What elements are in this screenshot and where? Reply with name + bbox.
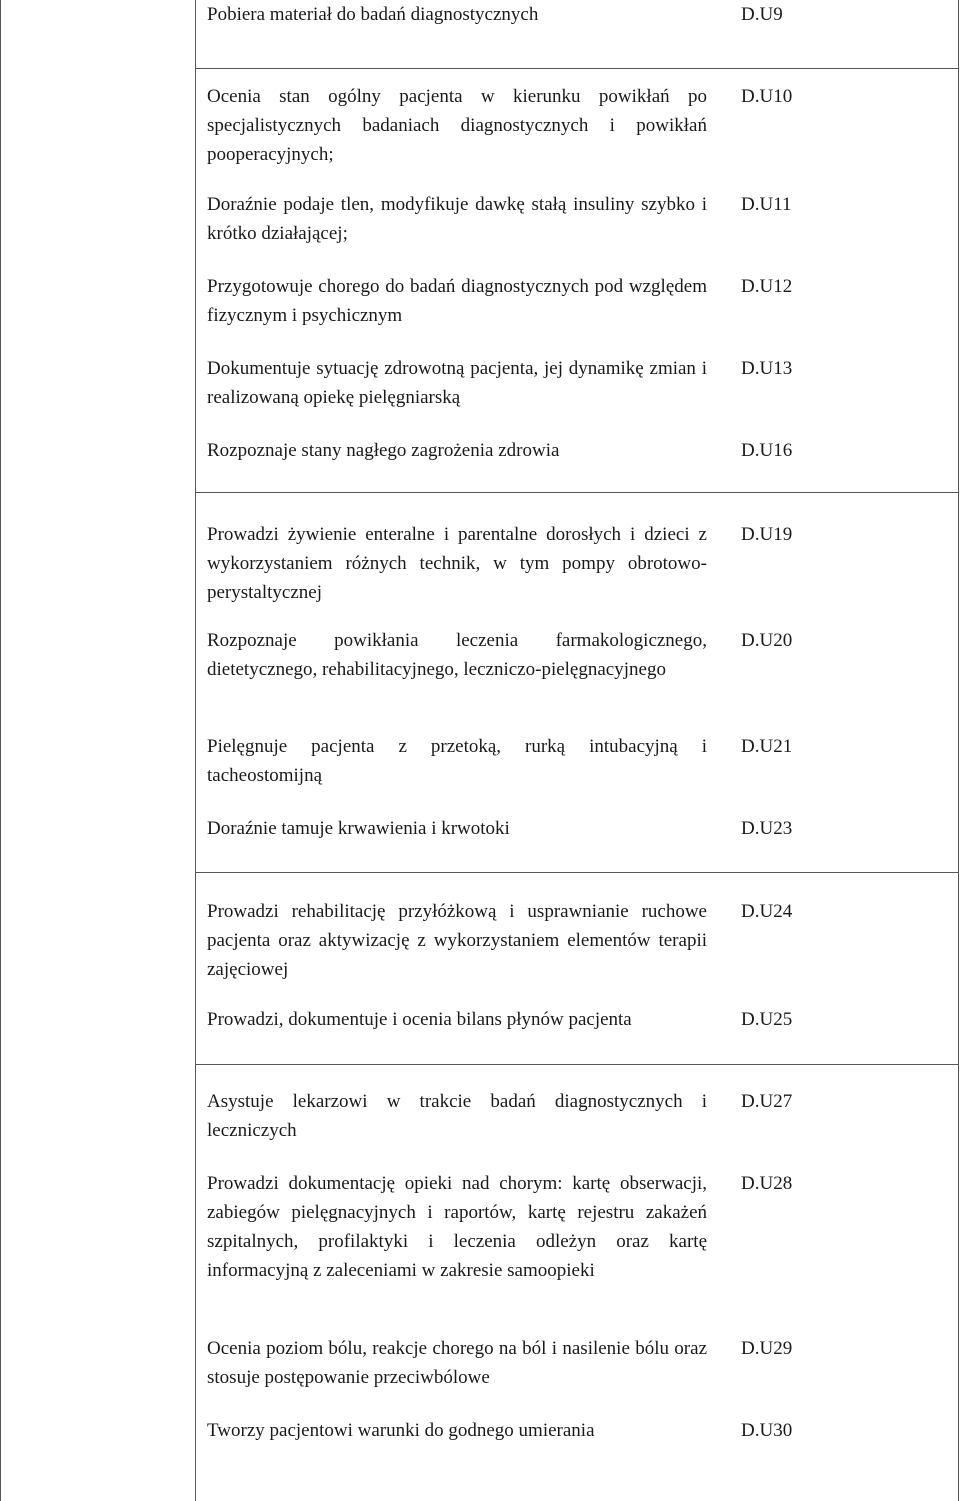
outcome-code: D.U10	[741, 86, 793, 107]
outcome-code: D.U23	[741, 818, 793, 839]
table-block	[195, 68, 958, 492]
learning-outcome-text: Prowadzi, dokumentuje i ocenia bilans płynów pacjenta	[207, 1009, 632, 1030]
outcome-code: D.U30	[741, 1420, 793, 1441]
learning-outcome-text: Rozpoznaje powikłania leczenia farmakologicznego, dietetycznego, rehabilitacyjnego, leczniczo-pielęgnacyjnego	[207, 630, 707, 680]
learning-outcome-text: Prowadzi dokumentację opieki nad chorym: kartę obserwacji, zabiegów pielęgnacyjnych i raportów, kartę rejestru zakażeń szpitalnych, profilaktyki i leczenia odleżyn oraz kartę informacyjną z zaleceniami w zakresie samoopieki	[207, 1173, 707, 1281]
learning-outcome-text: Ocenia poziom bólu, reakcje chorego na ból i nasilenie bólu oraz stosuje postępowanie przeciwbólowe	[207, 1338, 707, 1388]
learning-outcome-text: Doraźnie tamuje krwawienia i krwotoki	[207, 818, 510, 839]
outcome-code: D.U20	[741, 630, 793, 651]
table-block	[195, 0, 958, 68]
outcome-code: D.U16	[741, 440, 793, 461]
outcome-code: D.U28	[741, 1173, 793, 1194]
table-block	[195, 872, 958, 1064]
learning-outcome-text: Rozpoznaje stany nagłego zagrożenia zdrowia	[207, 440, 560, 461]
outcome-code: D.U13	[741, 358, 793, 379]
learning-outcome-text: Asystuje lekarzowi w trakcie badań diagnostycznych i leczniczych	[207, 1091, 707, 1141]
table-border-right	[958, 0, 959, 1501]
table-block	[195, 1064, 958, 1501]
outcome-code: D.U11	[741, 194, 792, 215]
learning-outcome-text: Tworzy pacjentowi warunki do godnego umierania	[207, 1420, 595, 1441]
outcome-code: D.U24	[741, 901, 793, 922]
table-border-left	[0, 0, 1, 1501]
learning-outcome-text: Dokumentuje sytuację zdrowotną pacjenta, jej dynamikę zmian i realizowaną opiekę pielęgniarską	[207, 358, 707, 408]
learning-outcome-text: Ocenia stan ogólny pacjenta w kierunku powikłań po specjalistycznych badaniach diagnostycznych i powikłań pooperacyjnych;	[207, 86, 707, 165]
learning-outcome-text: Doraźnie podaje tlen, modyfikuje dawkę stałą insuliny szybko i krótko działającej;	[207, 194, 707, 244]
table-block	[195, 492, 958, 872]
outcome-code: D.U29	[741, 1338, 793, 1359]
learning-outcome-text: Prowadzi żywienie enteralne i parentalne dorosłych i dzieci z wykorzystaniem różnych technik, w tym pompy obrotowo-perystaltycznej	[207, 524, 707, 603]
learning-outcome-text: Przygotowuje chorego do badań diagnostycznych pod względem fizycznym i psychicznym	[207, 276, 707, 326]
outcome-code: D.U27	[741, 1091, 793, 1112]
outcome-code: D.U19	[741, 524, 793, 545]
outcome-code: D.U12	[741, 276, 793, 297]
learning-outcome-text: Pobiera materiał do badań diagnostycznych	[207, 4, 539, 25]
learning-outcome-text: Pielęgnuje pacjenta z przetoką, rurką intubacyjną i tacheostomijną	[207, 736, 707, 786]
learning-outcome-text: Prowadzi rehabilitację przyłóżkową i usprawnianie ruchowe pacjenta oraz aktywizację z wykorzystaniem elementów terapii zajęciowej	[207, 901, 707, 980]
outcome-code: D.U21	[741, 736, 793, 757]
outcome-code: D.U25	[741, 1009, 793, 1030]
outcome-code: D.U9	[741, 4, 783, 25]
